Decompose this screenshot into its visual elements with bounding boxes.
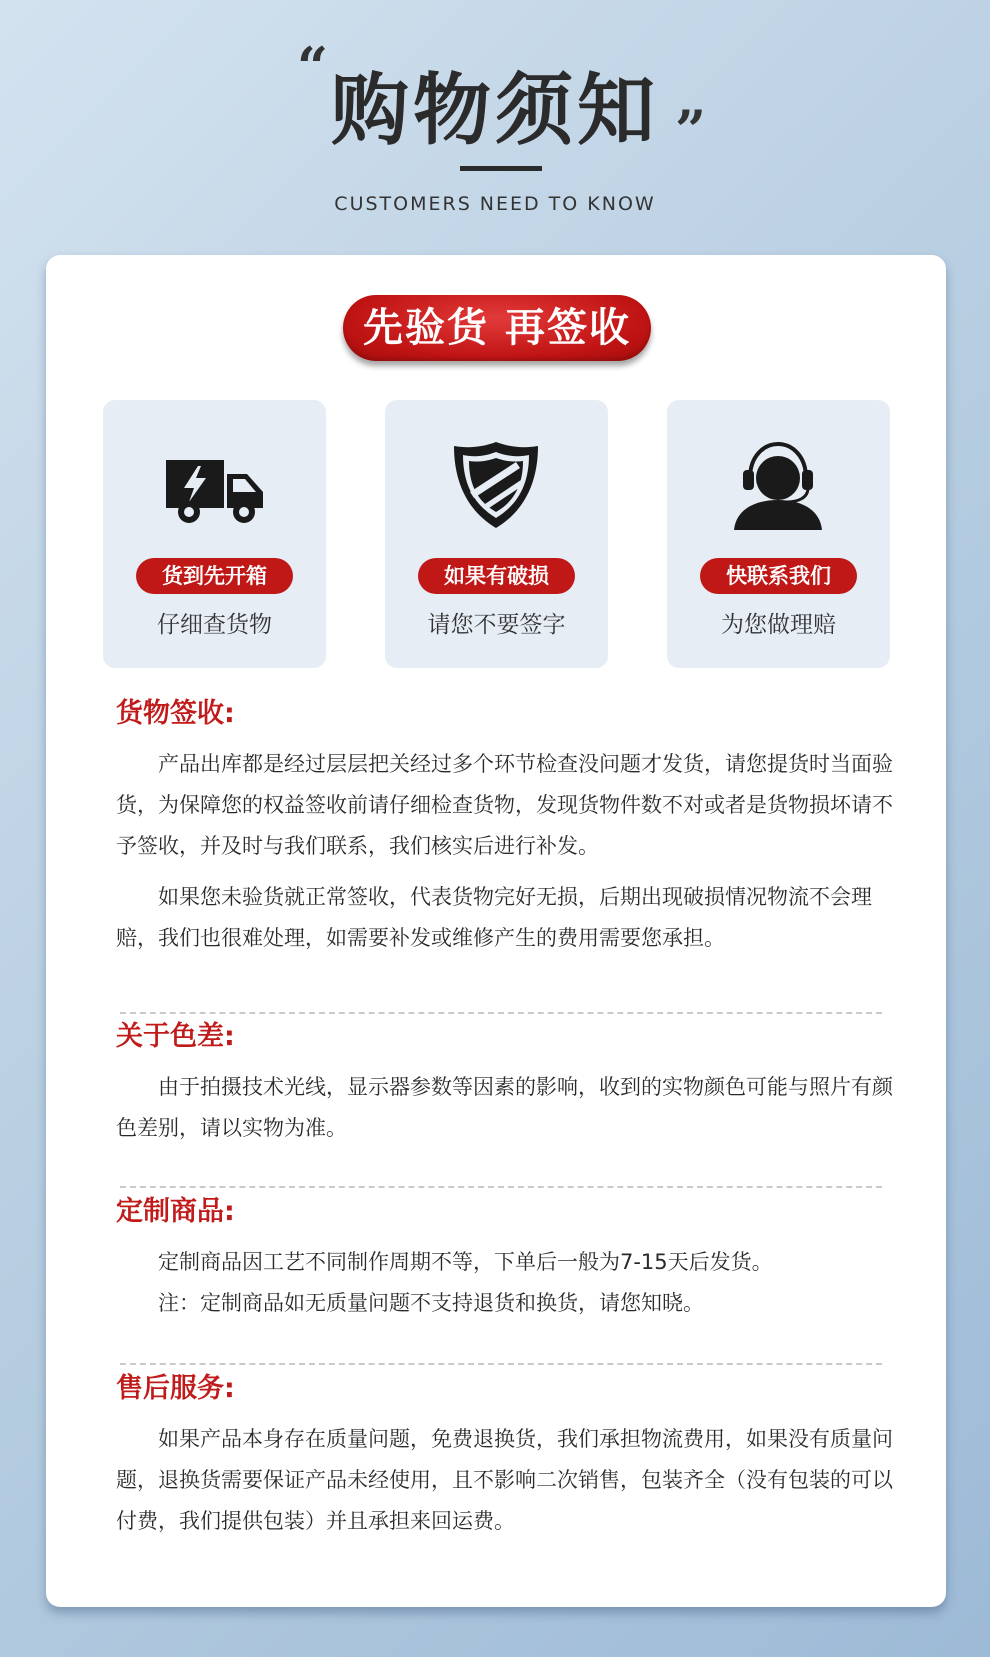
inspect-first-badge: 先验货 再签收 (343, 295, 651, 361)
page-title: 购物须知 (330, 66, 659, 156)
section-title: 售后服务: (116, 1373, 235, 1404)
section-title: 定制商品: (116, 1196, 235, 1227)
section-title: 关于色差: (116, 1021, 235, 1052)
shield-icon (446, 440, 547, 530)
open-quote-mark: “ (297, 35, 329, 99)
section-paragraph: 产品出库都是经过层层把关经过多个环节检查没问题才发货，请您提货时当面验货，为保障您的权益签收前请仔细检查货物，发现货物件数不对或者是货物损坏请不予签收，并及时与我们联系，我们核实后进行补发。 (116, 752, 893, 858)
feature-tag: 货到先开箱 (136, 558, 293, 594)
feature-desc: 为您做理赔 (721, 612, 836, 638)
section-line: 注：定制商品如无质量问题不支持退货和换货，请您知晓。 (158, 1291, 704, 1315)
section-paragraph: 如果产品本身存在质量问题，免费退换货，我们承担物流费用，如果没有质量问题，退换货需要保证产品未经使用，且不影响二次销售，包装齐全（没有包装的可以付费，我们提供包装）并且承担来回运费。 (116, 1427, 893, 1533)
section-divider (120, 1012, 882, 1014)
section-color (116, 1020, 906, 1149)
feature-tag: 快联系我们 (700, 558, 857, 594)
feature-open-box (103, 400, 326, 668)
feature-tag: 如果有破损 (418, 558, 575, 594)
title-divider (460, 166, 542, 171)
feature-desc: 请您不要签字 (427, 612, 566, 638)
section-receipt (116, 697, 906, 959)
delivery-truck-icon (164, 440, 265, 530)
section-line: 定制商品因工艺不同制作周期不等，下单后一般为7-15天后发货。 (158, 1250, 773, 1274)
section-aftersale (116, 1372, 906, 1542)
page-header (0, 0, 990, 250)
section-title: 货物签收: (116, 698, 235, 729)
feature-contact (667, 400, 890, 668)
page-subtitle: CUSTOMERS NEED TO KNOW (334, 193, 656, 215)
section-divider (120, 1186, 882, 1188)
feature-desc: 仔细查货物 (157, 612, 272, 638)
section-paragraph: 由于拍摄技术光线，显示器参数等因素的影响，收到的实物颜色可能与照片有颜色差别，请以实物为准。 (116, 1075, 893, 1140)
close-quote-mark: ” (675, 98, 707, 162)
feature-damage (385, 400, 608, 668)
section-custom (116, 1195, 906, 1324)
customer-service-icon (728, 440, 829, 530)
notice-card (46, 255, 946, 1607)
section-divider (120, 1363, 882, 1365)
section-paragraph: 如果您未验货就正常签收，代表货物完好无损，后期出现破损情况物流不会理赔，我们也很难处理，如需要补发或维修产生的费用需要您承担。 (116, 885, 872, 950)
